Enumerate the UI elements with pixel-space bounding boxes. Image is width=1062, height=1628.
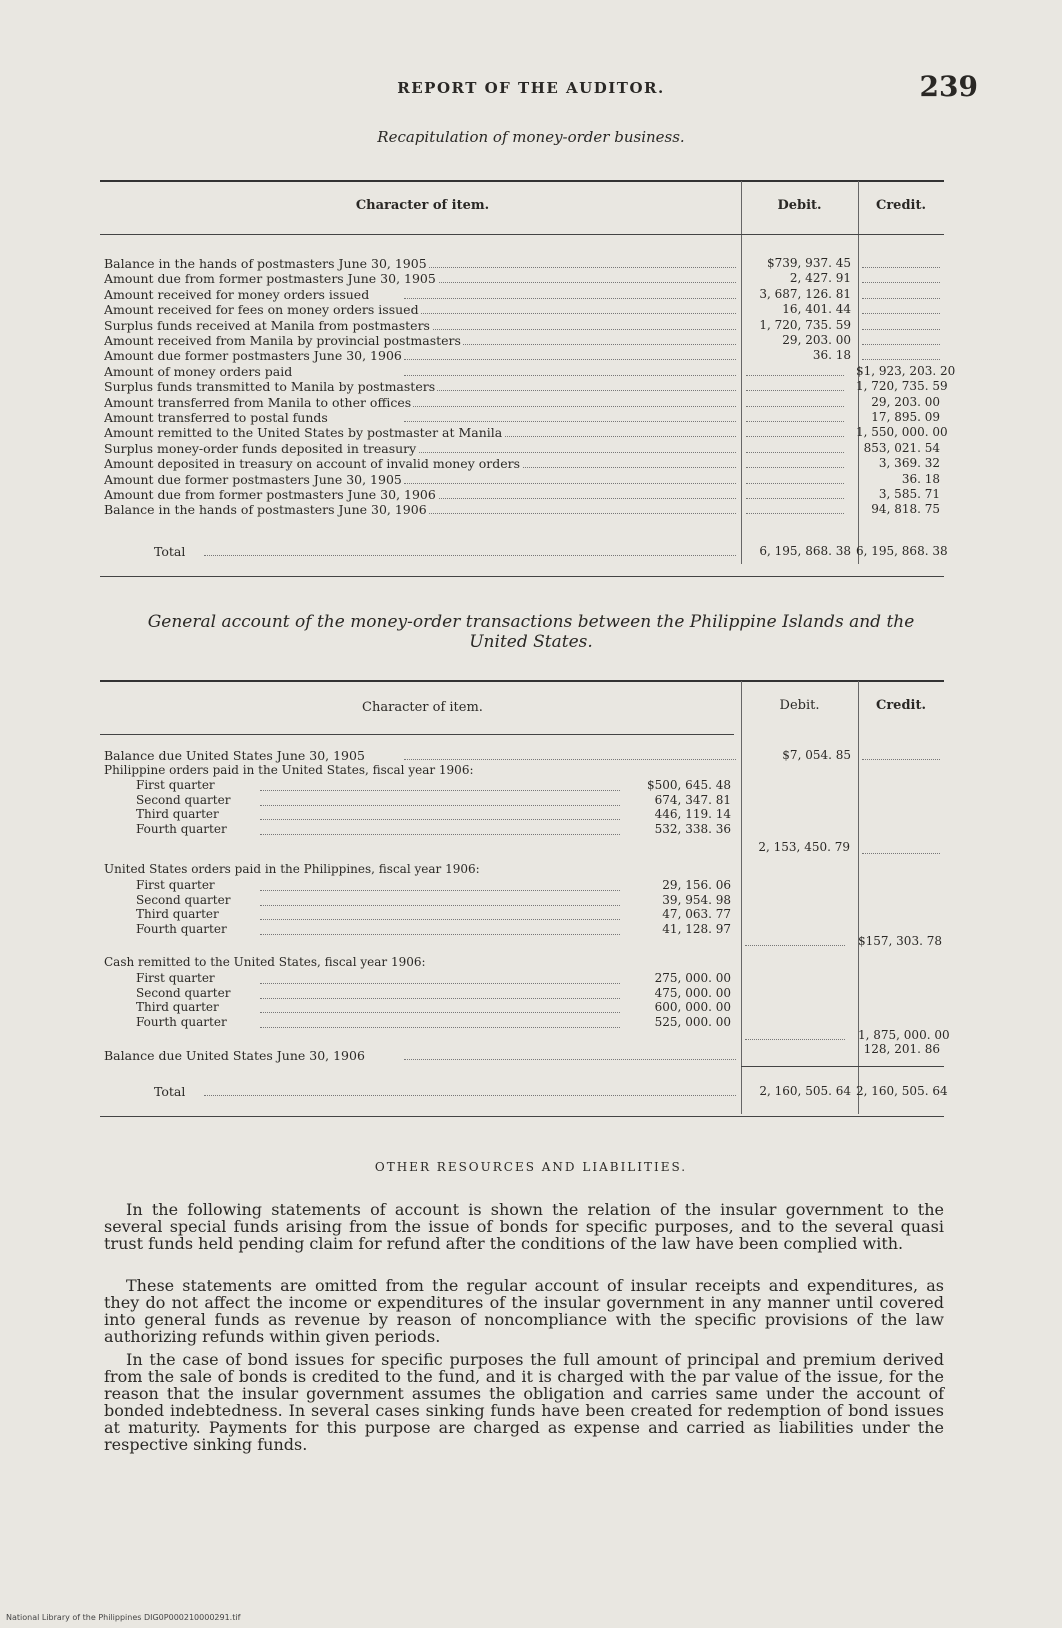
table1-row-credit: 3, 585. 71: [878, 487, 940, 501]
table2-closing-credit: 128, 201. 86: [863, 1042, 940, 1056]
table2-group2-item-amount: 39, 954. 98: [662, 892, 731, 907]
page-number: 239: [919, 70, 978, 103]
table2-total-label: Total: [154, 1084, 186, 1099]
table1-row: [104, 348, 940, 363]
table2-group2-item-label: Fourth quarter: [136, 921, 227, 936]
table1-row-credit: 94, 818. 75: [871, 502, 940, 517]
running-head: [0, 78, 1062, 97]
table2-col-item: Character of item.: [362, 700, 483, 715]
table1-row: [104, 410, 940, 425]
table1-row: [104, 425, 948, 441]
table2-group3-item-amount: 525, 000. 00: [654, 1014, 731, 1029]
table1-total-row: [104, 544, 948, 559]
table1-row-label: Amount of money orders paid: [104, 363, 293, 379]
table2-group3-item-label: First quarter: [136, 971, 215, 985]
table1-row: [104, 363, 956, 379]
table2-top-rule: [100, 680, 944, 682]
table1-row-label: Amount received from Manila by provincial postmasters: [104, 333, 461, 348]
running-head-title: REPORT OF THE AUDITOR.: [397, 79, 665, 97]
section-heading: OTHER RESOURCES AND LIABILITIES.: [374, 1160, 688, 1174]
table1-row-debit: 29, 203. 00: [782, 333, 851, 347]
table1-total-credit: 6, 195, 868. 38: [856, 544, 948, 558]
table1-row-credit: 853, 021. 54: [863, 440, 940, 455]
table2-group1-item-amount: 674, 347. 81: [654, 792, 731, 807]
table1-total-label: Total: [154, 544, 186, 559]
table1-row-debit: 16, 401. 44: [782, 302, 851, 317]
table2-caption-line1: General account of the money-order transactions between the Philippine Islands and the: [147, 612, 915, 632]
table1-row-debit: 3, 687, 126. 81: [759, 286, 851, 301]
table1-col-debit: Debit.: [777, 198, 822, 213]
table1-row-debit: 2, 427. 91: [789, 271, 851, 286]
table2-group3-item-amount: 475, 000. 00: [654, 985, 731, 1000]
table2-group3-credit: 1, 875, 000. 00: [858, 1028, 950, 1042]
table1-row-credit: 3, 369. 32: [878, 456, 940, 471]
table1-row: [104, 287, 940, 302]
table1-row-label: Surplus funds received at Manila from postmasters: [104, 317, 430, 333]
table1-row-label: Amount transferred to postal funds: [104, 410, 328, 425]
table1-row: [104, 333, 940, 348]
table2-group1-heading: Philippine orders paid in the United States, fiscal year 1906:: [104, 763, 474, 777]
table1-row: [104, 456, 940, 471]
table1-row-credit: 1, 720, 735. 59: [856, 379, 948, 394]
table1-row-label: Amount received for fees on money orders issued: [104, 302, 419, 318]
table2-sum-rule: [741, 1066, 944, 1067]
table1-row: [104, 302, 940, 317]
table2-caption-line2: United States.: [469, 632, 593, 652]
table1-total-debit: 6, 195, 868. 38: [759, 544, 851, 558]
table1-row: [104, 256, 940, 271]
table2-group3-item-label: Third quarter: [136, 1000, 219, 1014]
table2-group3-item-label: Second quarter: [136, 985, 231, 1000]
paragraph-2: These statements are omitted from the regular account of insular receipts and expenditures, as they do not affect the income or expenditures of the insular government in any manner until covered into general funds as revenue by reason of noncompliance with the specific provisions of the law authorizing refunds within given periods.: [104, 1276, 944, 1346]
table1-row: [104, 441, 940, 456]
table1-row-label: Balance in the hands of postmasters June 30, 1905: [104, 256, 427, 271]
table2-group1-item-amount: 446, 119. 14: [654, 807, 731, 821]
table1-row-label: Amount deposited in treasury on account of invalid money orders: [104, 456, 521, 472]
table1-row-label: Amount due from former postmasters June 30, 1905: [104, 271, 436, 287]
table2-group1-item-label: First quarter: [136, 778, 215, 792]
table2-group1-debit: 2, 153, 450. 79: [758, 840, 850, 854]
table2-col-debit: Debit.: [779, 698, 820, 713]
table2-group1-item-label: Fourth quarter: [136, 821, 227, 836]
table2-group2-item-amount: 29, 156. 06: [662, 878, 731, 892]
table1-row-label: Balance in the hands of postmasters June 30, 1906: [104, 502, 427, 518]
table1-row-debit: 36. 18: [812, 348, 851, 363]
table2-opening-row: [104, 748, 940, 763]
table1-row: [104, 395, 940, 410]
table2-bottom-rule: [100, 1116, 944, 1117]
table2-group1-item-amount: $500, 645. 48: [647, 778, 731, 792]
table1-row-debit: $739, 937. 45: [767, 256, 851, 270]
table1-row: [104, 271, 940, 286]
table2-group2-credit: $157, 303. 78: [858, 934, 942, 948]
table1-row-label: Amount due former postmasters June 30, 1905: [104, 471, 402, 487]
table1-row-label: Amount received for money orders issued: [104, 286, 370, 302]
table1-row-credit: 1, 550, 000. 00: [856, 425, 948, 440]
table2-group3-item-label: Fourth quarter: [136, 1014, 227, 1029]
table2-opening-debit: $7, 054. 85: [782, 748, 851, 762]
table1-col-item: Character of item.: [355, 198, 490, 213]
table2-total-row: [104, 1084, 948, 1099]
table1-row-credit: 29, 203. 00: [871, 394, 940, 409]
paragraph-1: In the following statements of account is shown the relation of the insular government to the several special funds arising from the issue of bonds for specific purposes, and to the several quasi trust funds held pending claim for refund after the conditions of the law have been complied with.: [104, 1200, 944, 1253]
table1-row-label: Surplus money-order funds deposited in treasury: [104, 440, 417, 456]
table2-closing-row: [104, 1042, 940, 1063]
table1-row: [104, 502, 940, 517]
table2-group1-item-label: Third quarter: [136, 807, 219, 821]
table1-row: [104, 487, 940, 502]
table2-opening-label: Balance due United States June 30, 1905: [104, 748, 365, 763]
table1-row-credit: $1, 923, 203. 20: [856, 363, 956, 378]
table1-header-rule: [100, 234, 944, 235]
table2-closing-label: Balance due United States June 30, 1906: [104, 1048, 365, 1063]
table2-group2-item-amount: 41, 128. 97: [662, 921, 731, 936]
table1-caption: Recapitulation of money-order business.: [377, 128, 685, 146]
paragraph-3: In the case of bond issues for specific purposes the full amount of principal and premium derived from the sale of bonds is credited to the fund, and it is charged with the par value of the issue, for the reason that the insular government assumes the obligation and carries same under the account of bonded indebtedness. In several cases sinking funds have been created for redemption of bond issues at maturity. Payments for this purpose are charged as expense and carried as liabilities under the respective sinking funds.: [104, 1350, 944, 1454]
table2-group1-item-amount: 532, 338. 36: [654, 821, 731, 836]
table2-group2-item-amount: 47, 063. 77: [662, 907, 731, 921]
table1-row-label: Amount due from former postmasters June 30, 1906: [104, 487, 436, 502]
table1-top-rule: [100, 180, 944, 182]
table2-group1-item-label: Second quarter: [136, 792, 231, 807]
table1-row-label: Surplus funds transmitted to Manila by postmasters: [104, 379, 436, 395]
table1-row: [104, 318, 940, 333]
table1-row-debit: 1, 720, 735. 59: [759, 317, 851, 332]
scan-footer-note: National Library of the Philippines DIG0P000210000291.tif: [6, 1613, 241, 1622]
table2-group2-item-label: Second quarter: [136, 892, 231, 907]
table2-group3-heading: Cash remitted to the United States, fiscal year 1906:: [104, 955, 426, 969]
table2-group3-item-amount: 275, 000. 00: [654, 971, 731, 985]
table2-group2-item-label: First quarter: [136, 878, 215, 892]
table1-row-credit: 36. 18: [901, 471, 940, 486]
table2-header-rule: [100, 734, 734, 735]
table2-total-debit: 2, 160, 505. 64: [759, 1084, 851, 1098]
table1-row-credit: 17, 895. 09: [871, 410, 940, 424]
table1-col-credit: Credit.: [875, 198, 927, 213]
table1-row: [104, 472, 940, 487]
table1-bottom-rule: [100, 576, 944, 577]
table2-group2-heading: United States orders paid in the Philippines, fiscal year 1906:: [104, 862, 480, 876]
table2-total-credit: 2, 160, 505. 64: [856, 1084, 948, 1098]
table1-row-label: Amount transferred from Manila to other offices: [104, 394, 412, 410]
table2-group3-item-amount: 600, 000. 00: [654, 1000, 731, 1014]
table1-row-label: Amount due former postmasters June 30, 1906: [104, 348, 402, 364]
table2-group2-item-label: Third quarter: [136, 907, 219, 921]
table1-row-label: Amount remitted to the United States by postmaster at Manila: [104, 425, 503, 441]
table2-col-credit: Credit.: [875, 698, 927, 713]
table1-row: [104, 379, 948, 395]
